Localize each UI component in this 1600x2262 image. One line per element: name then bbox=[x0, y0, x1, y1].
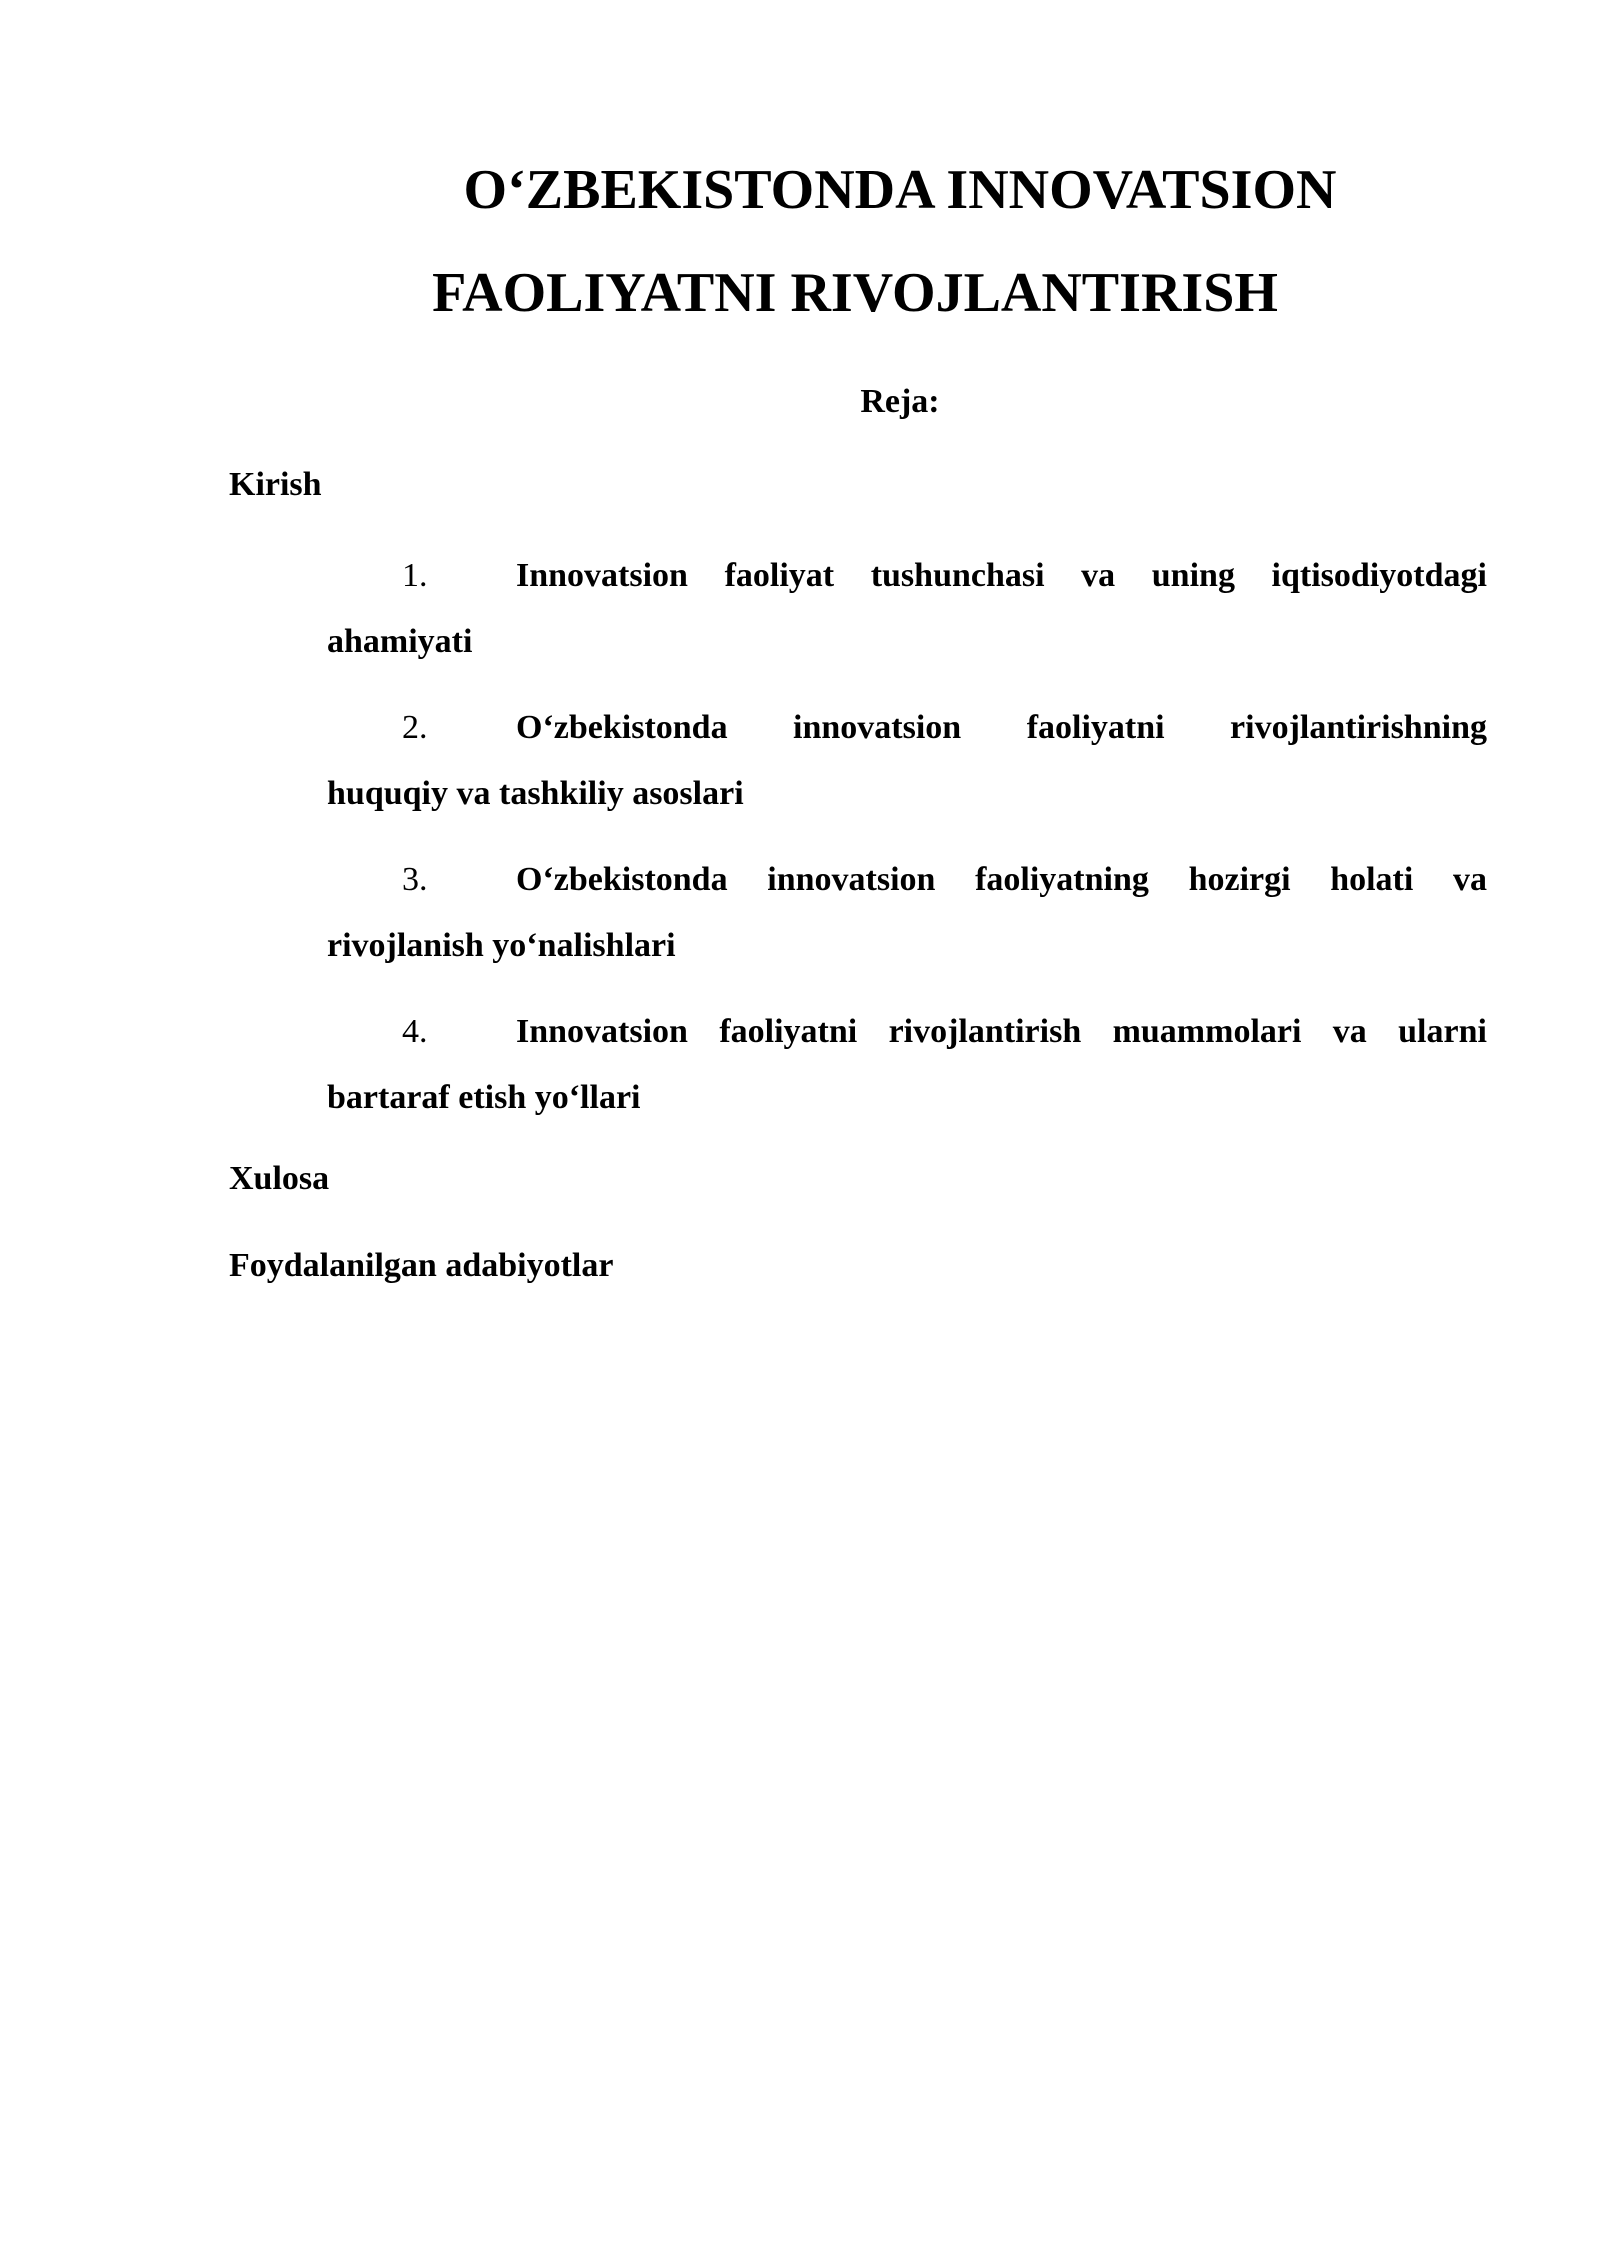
plan-item-words bbox=[516, 999, 1487, 1065]
plan-item-first-line bbox=[327, 999, 1487, 1065]
plan-item-word: rivojlantirishning bbox=[1230, 709, 1487, 746]
plan-item-word: ularni bbox=[1398, 1013, 1487, 1050]
plan-item-continuation: bartaraf etish yo‘llari bbox=[327, 1079, 641, 1116]
plan-item-word: O‘zbekistonda bbox=[516, 709, 728, 746]
plan-item-word: muammolari bbox=[1112, 1013, 1302, 1050]
plan-item-word: va bbox=[1452, 861, 1487, 898]
plan-item-word: va bbox=[1332, 1013, 1367, 1050]
plan-item-word: innovatsion bbox=[767, 861, 936, 898]
plan-item-first-line bbox=[327, 847, 1487, 913]
plan-item-2 bbox=[327, 695, 1487, 827]
plan-item-words bbox=[516, 543, 1487, 609]
plan-item-3 bbox=[327, 847, 1487, 979]
plan-item-continuation: rivojlanish yo‘nalishlari bbox=[327, 927, 676, 964]
document-title-line-2: FAOLIYATNI RIVOJLANTIRISH bbox=[432, 262, 1278, 324]
plan-item-words bbox=[516, 847, 1487, 913]
plan-item-number: 4. bbox=[402, 1013, 428, 1050]
plan-item-word: Innovatsion bbox=[516, 1013, 688, 1050]
plan-item-word: faoliyatning bbox=[975, 861, 1149, 898]
plan-heading: Reja: bbox=[860, 383, 940, 420]
plan-item-word: Innovatsion bbox=[516, 557, 688, 594]
plan-item-word: faoliyatni bbox=[719, 1013, 858, 1050]
plan-item-first-line bbox=[327, 543, 1487, 609]
references-heading: Foydalanilgan adabiyotlar bbox=[229, 1247, 614, 1284]
document-title-line-1: O‘ZBEKISTONDA INNOVATSION bbox=[463, 159, 1337, 221]
plan-item-first-line bbox=[327, 695, 1487, 761]
plan-item-word: iqtisodiyotdagi bbox=[1271, 557, 1487, 594]
plan-item-word: rivojlantirish bbox=[888, 1013, 1082, 1050]
plan-item-word: va bbox=[1081, 557, 1116, 594]
plan-item-word: faoliyat bbox=[724, 557, 835, 594]
plan-item-word: hozirgi bbox=[1188, 861, 1291, 898]
plan-item-word: uning bbox=[1151, 557, 1235, 594]
plan-item-number: 2. bbox=[402, 709, 428, 746]
plan-item-word: tushunchasi bbox=[870, 557, 1045, 594]
plan-item-word: holati bbox=[1330, 861, 1414, 898]
plan-item-number: 1. bbox=[402, 557, 428, 594]
plan-item-continuation: huquqiy va tashkiliy asoslari bbox=[327, 775, 744, 812]
plan-item-word: faoliyatni bbox=[1026, 709, 1165, 746]
plan-item-4 bbox=[327, 999, 1487, 1131]
plan-item-words bbox=[516, 695, 1487, 761]
intro-heading: Kirish bbox=[229, 466, 322, 503]
conclusion-heading: Xulosa bbox=[229, 1160, 330, 1197]
plan-item-continuation: ahamiyati bbox=[327, 623, 473, 660]
plan-item-word: innovatsion bbox=[793, 709, 962, 746]
plan-item-word: O‘zbekistonda bbox=[516, 861, 728, 898]
plan-item-number: 3. bbox=[402, 861, 428, 898]
plan-item-1 bbox=[327, 543, 1487, 675]
